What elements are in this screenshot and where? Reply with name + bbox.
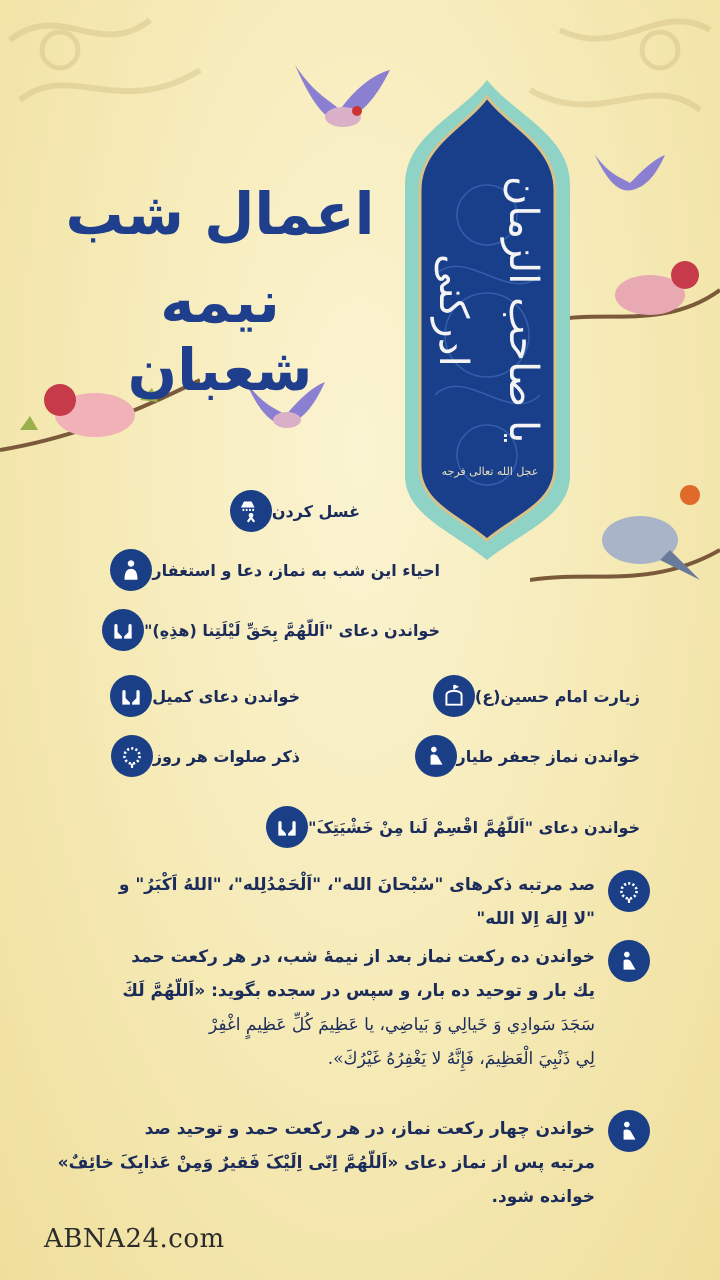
paragraph-line: "لا اِلهَ اِلا الله": [476, 909, 595, 929]
list-item: [110, 675, 310, 717]
paragraph-line: لِي ذَنْبِيَ الْعَظِيمَ، فَإِنَّهُ لا يَغْفِرُهُ غَيْرُكَ».: [327, 1049, 595, 1069]
prayer-beads-icon: [111, 735, 153, 777]
page-title-line2: نیمه شعبان: [127, 268, 313, 404]
paragraph-line: سَجَدَ سَوادِي وَ خَيالِي وَ بَياضِي، يا عَظِيمَ كُلِّ عَظِيمٍ اغْفِرْ: [208, 1015, 595, 1035]
paragraph-line: مرتبه پس از نماز دعای «اَللّهُمَّ اِنّی اِلَیْکَ فَقیرٌ وَمِنْ عَذابِکَ خائِفٌ»: [57, 1153, 595, 1173]
hands-dua-icon: [266, 806, 308, 848]
hands-dua-icon: [110, 675, 152, 717]
paragraph-four-rakat: [25, 1112, 595, 1214]
person-praying-icon: [608, 1110, 650, 1152]
bird-illustration-right: [590, 145, 670, 205]
floral-ornament-top-left: [0, 0, 220, 160]
paragraph-line: خواندن ده رکعت نماز بعد از نیمهٔ شب، در هر رکعت حمد: [131, 947, 595, 967]
paragraph-line: یك بار و توحید ده بار، و سپس در سجده بگوید: «اَللّهُمَّ لَكَ: [122, 981, 595, 1001]
shrine-icon: [433, 675, 475, 717]
list-item-label: خواندن نماز جعفر طیار: [456, 746, 640, 766]
page-title-line1: اعمال شب: [65, 180, 375, 248]
person-praying-icon: [110, 549, 152, 591]
list-item-label: خواندن دعای "اَللّهُمَّ اقْسِمْ لَنا مِنْ خَشْیَتِکَ": [308, 817, 640, 837]
prayer-beads-icon: [608, 870, 650, 912]
list-item: [111, 735, 310, 777]
hands-dua-icon: [102, 609, 144, 651]
paragraph-line: صد مرتبه ذکرهای "سُبْحانَ الله"، "اَلْحَمْدُلِله"، "اللهُ اَکْبَرُ" و: [118, 875, 595, 895]
shower-icon: [230, 490, 272, 532]
list-item-label: ذکر صلوات هر روز: [152, 746, 300, 766]
site-watermark: ABNA24.com: [44, 1224, 225, 1254]
list-item: [110, 549, 450, 591]
list-item-label: خواندن دعای "اَللّهُمَّ بِحَقِّ لَیْلَتِنا (هذِهِ)": [144, 620, 440, 640]
paragraph-line: خوانده شود.: [491, 1187, 595, 1207]
list-item-label: خواندن دعای کمیل: [152, 686, 300, 706]
person-praying-icon: [415, 735, 457, 777]
calligraphy-bottom-text: عجل الله تعالی فرجه: [441, 465, 539, 478]
list-item-label: غسل کردن: [271, 501, 360, 521]
paragraph-ten-rakat: [25, 940, 595, 1076]
person-praying-icon: [608, 940, 650, 982]
list-item: [433, 675, 650, 717]
list-item-label: احیاء این شب به نماز، دعا و استغفار: [152, 560, 440, 580]
calligraphy-text: یا صاحب الزمان ادرکنی: [430, 176, 546, 444]
paragraph-tasbih: [35, 868, 595, 936]
bird-illustration-top: [285, 55, 395, 145]
list-item: [415, 735, 650, 777]
list-item: [230, 490, 370, 532]
paragraph-line: خواندن چهار رکعت نماز، در هر رکعت حمد و توحید صد: [144, 1119, 595, 1139]
list-item-label: زیارت امام حسین(ع): [474, 686, 640, 706]
list-item: [266, 806, 650, 848]
list-item: [102, 609, 450, 651]
